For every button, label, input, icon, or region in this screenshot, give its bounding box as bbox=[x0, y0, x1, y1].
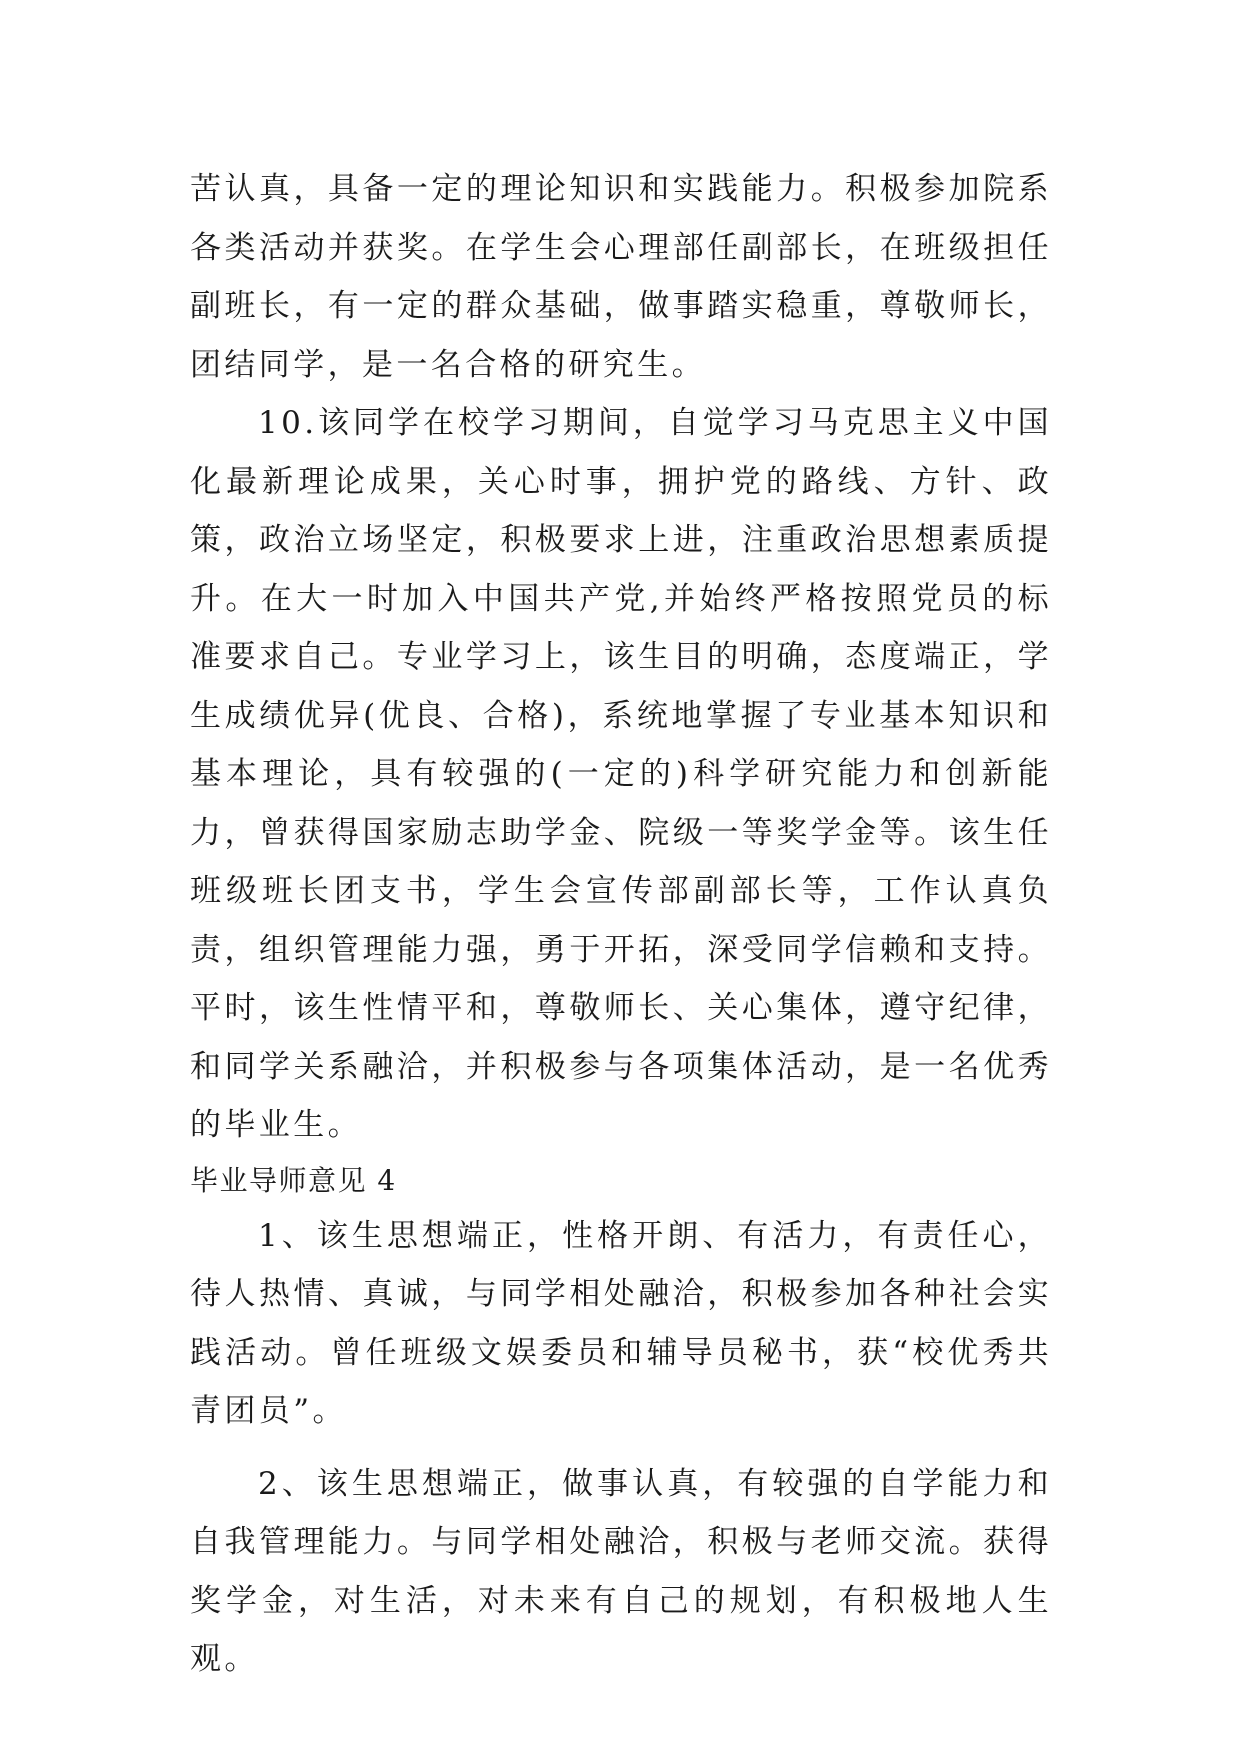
paragraph-continuation: 苦认真，具备一定的理论知识和实践能力。积极参加院系各类活动并获奖。在学生会心理部任副部长，在班级担任副班长，有一定的群众基础，做事踏实稳重，尊敬师长，团结同学，是一名合格的研究生。 bbox=[190, 171, 1052, 383]
section-heading: 毕业导师意见 4 bbox=[190, 1163, 397, 1197]
paragraph-item-2: 2、该生思想端正，做事认真，有较强的自学能力和自我管理能力。与同学相处融洽，积极与老师交流。获得奖学金，对生活，对未来有自己的规划，有积极地人生观。 bbox=[190, 1465, 1052, 1677]
paragraph-item-10: 10.该同学在校学习期间，自觉学习马克思主义中国化最新理论成果，关心时事，拥护党的路线、方针、政策，政治立场坚定，积极要求上进，注重政治思想素质提升。在大一时加入中国共产党,并始终严格按照党员的标准要求自己。专业学习上，该生目的明确，态度端正，学生成绩优异(优良、合格)，系统地掌握了专业基本知识和基本理论，具有较强的(一定的)科学研究能力和创新能力，曾获得国家励志助学金、院级一等奖学金等。该生任班级班长团支书，学生会宣传部副部长等，工作认真负责，组织管理能力强，勇于开拓，深受同学信赖和支持。平时，该生性情平和，尊敬师长、关心集体，遵守纪律，和同学关系融洽，并积极参与各项集体活动，是一名优秀的毕业生。 bbox=[190, 405, 1052, 1143]
paragraph-item-1: 1、该生思想端正，性格开朗、有活力，有责任心，待人热情、真诚，与同学相处融洽，积极参加各种社会实践活动。曾任班级文娱委员和辅导员秘书，获“校优秀共青团员”。 bbox=[190, 1217, 1052, 1429]
document-body bbox=[190, 160, 1052, 1689]
